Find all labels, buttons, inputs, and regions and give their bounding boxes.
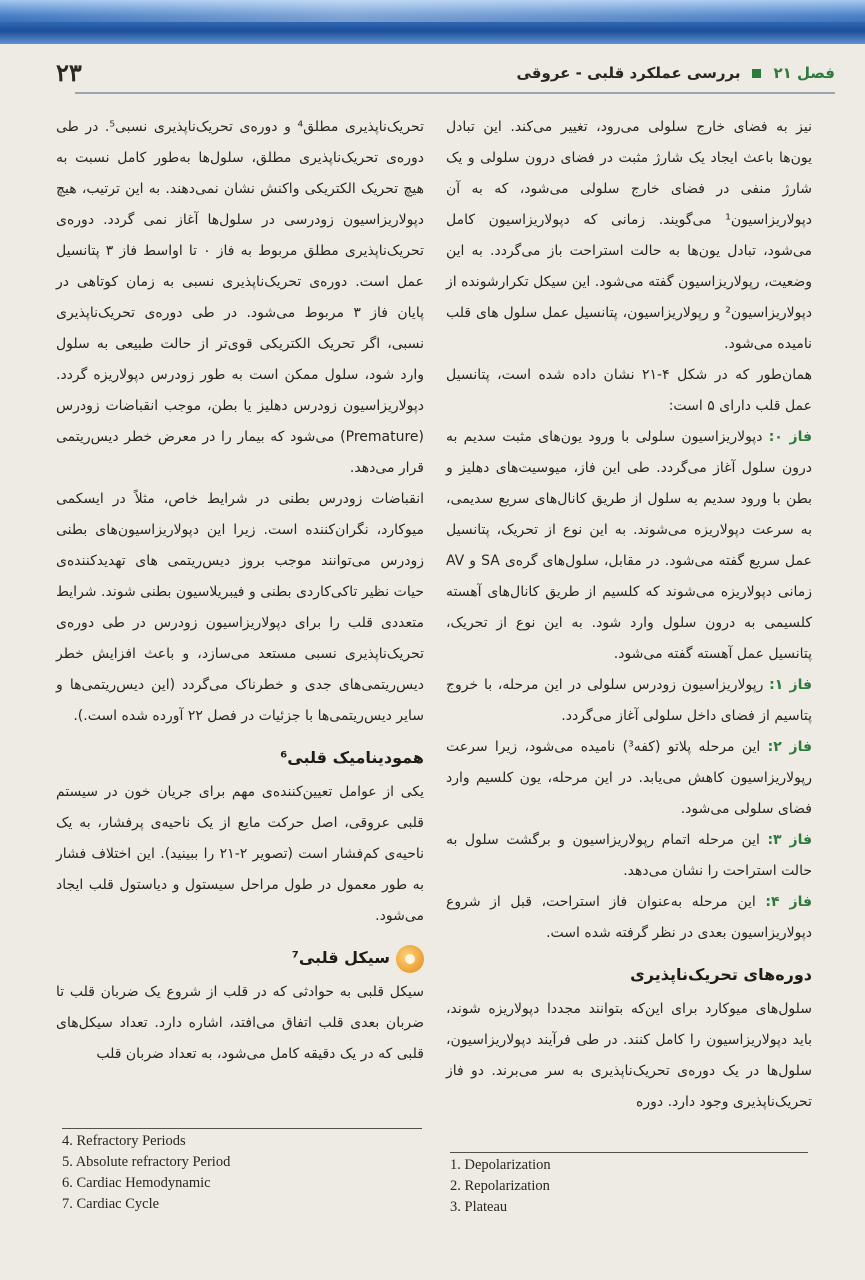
phase-1-paragraph — [446, 670, 812, 732]
running-header — [75, 64, 835, 94]
concept-in-action-icon — [396, 945, 424, 973]
footnotes-left — [62, 1128, 422, 1215]
phase-label: فاز ۲: — [767, 739, 813, 755]
footnote: 6. Cardiac Hemodynamic — [62, 1175, 211, 1191]
chapter-title: بررسی عملکرد قلبی - عروقی — [516, 64, 741, 82]
left-text-column — [56, 112, 424, 1070]
paragraph: انقباضات زودرس بطنی در شرایط خاص، مثلاً در ایسکمی میوکارد، نگران‌کننده است. زیرا این دپولاریزاسیون‌های بطنی زودرس می‌توانند موجب بروز دیس‌ریتمی های تهدیدکننده‌ی حیات نظیر تاکی‌کاردی بطنی و فیبریلاسیون بطنی شوند. شرایط متعددی قلب را برای دپولاریزاسیون زودرس در طی دوره‌ی تحریک‌ناپذیری نسبی مستعد می‌سازد، و باعث افزایش خطر دیس‌ریتمی‌های جدی و خطرناک می‌گردد (این دیس‌ریتمی‌ها و سایر دیس‌ریتمی‌ها با جزئیات در فصل ۲۲ آورده شده است.). — [56, 491, 424, 724]
paragraph: سلول‌های میوکارد برای این‌که بتوانند مجددا دپولاریزه شوند، باید دپولاریزاسیون را کامل کنند. در طی فرآیند دپولاریزاسیون، سلول‌ها در یک دوره‌ی تحریک‌ناپذیری به سر می‌برند. دو فاز تحریک‌ناپذیری وجود دارد. دوره — [446, 1001, 812, 1110]
page-number: ۲۳ — [56, 58, 82, 87]
phase-text: این مرحله پلاتو (کفه³) نامیده می‌شود، زیرا سرعت رپولاریزاسیون کاهش می‌یابد. در این مرحله، یون کلسیم وارد فضای سلولی می‌شود. — [446, 739, 812, 817]
band-gloss — [0, 0, 865, 22]
chapter-label: فصل ۲۱ — [773, 64, 835, 82]
header-square-icon — [752, 69, 761, 78]
paragraph: نیز به فضای خارج سلولی می‌رود، تغییر می‌کند. این تبادل یون‌ها باعث ایجاد یک شارژ مثبت در فضای درون سلولی و یک شارژ منفی در فضای خارج سلولی می‌شود، که به آن دپولاریزاسیون¹ می‌گویند. زمانی که دپولاریزاسیون کامل می‌شود، تبادل یون‌ها به حالت استراحت باز می‌گردد. به این وضعیت، رپولاریزاسیون گفته می‌شود. این سیکل تکرارشونده از دپولاریزاسیون² و رپولاریزاسیون، پتانسیل عمل سلول های قلب نامیده می‌شود. — [446, 119, 812, 352]
phase-label: فاز ۰: — [768, 429, 812, 445]
phase-text: دپولاریزاسیون سلولی با ورود یون‌های مثبت سدیم به درون سلول آغاز می‌گردد. طی این فاز، میوسیت‌های دهلیز و بطن با ورود سدیم به سلول از طریق کانال‌های سریع سدیمی، به سرعت دپولاریزه می‌شوند. به این نوع از تحریک، پتانسیل عمل سریع گفته می‌شود. در مقابل، سلول‌های گره‌ی SA و AV زمانی دپولاریزه می‌شوند که کلسیم از طریق کانال‌های آهسته کلسیمی به درون سلول وارد شود. به این نوع از تحریک، پتانسیل عمل آهسته گفته می‌شود. — [446, 429, 812, 662]
phase-text: رپولاریزاسیون زودرس سلولی در این مرحله، با خروج پتاسیم از فضای داخل سلولی آغاز می‌گردد. — [446, 677, 812, 724]
footnote: 1. Depolarization — [450, 1157, 551, 1173]
footnote: 2. Repolarization — [450, 1178, 550, 1194]
section-heading-with-badge — [56, 942, 424, 973]
phase-2-paragraph — [446, 732, 812, 825]
footnote: 5. Absolute refractory Period — [62, 1154, 231, 1170]
footnote: 7. Cardiac Cycle — [62, 1196, 160, 1212]
top-decorative-band — [0, 0, 865, 44]
footnote: 3. Plateau — [450, 1199, 508, 1215]
section-heading-text: سیکل قلبی⁷ — [291, 948, 390, 967]
paragraph: همان‌طور که در شکل ۴-۲۱ نشان داده شده است، پتانسیل عمل قلب دارای ۵ است: — [446, 367, 812, 414]
paragraph: تحریک‌ناپذیری مطلق⁴ و دوره‌ی تحریک‌ناپذیری نسبی⁵. در طی دوره‌ی تحریک‌ناپذیری مطلق، سلول‌ها به‌طور کامل نسبت به هیچ تحریک الکتریکی واکنش نشان نمی‌دهند. به این ترتیب، هیچ دپولاریزاسیون زودرسی در سلول‌ها آغاز نمی گردد. دوره‌ی تحریک‌ناپذیری مطلق مربوط به فاز ۰ تا اواسط فاز ۳ پتانسیل عمل است. دوره‌ی تحریک‌ناپذیری نسبی به زمان کوتاهی در پایان فاز ۳ مربوط می‌شود. در طی دوره‌ی تحریک‌ناپذیری نسبی، اگر تحریک الکتریکی قوی‌تر از حالت طبیعی به سلول وارد شود، سلول ممکن است به طور زودرس دپولاریزه گردد. دپولاریزاسیون زودرس دهلیز یا بطن، موجب انقباضات زودرس (Premature) می‌شود که بیمار را در معرض خطر دیس‌ریتمی قرار می‌دهد. — [56, 119, 424, 476]
phase-text: این مرحله به‌عنوان فاز استراحت، قبل از شروع دپولاریزاسیون بعدی در نظر گرفته شده است. — [446, 894, 812, 941]
section-heading: همودینامیک قلبی⁶ — [280, 748, 424, 767]
paragraph: یکی از عوامل تعیین‌کننده‌ی مهم برای جریان خون در سیستم قلبی عروقی، اصل حرکت مایع از یک ناحیه‌ی پرفشار، به یک ناحیه‌ی کم‌فشار است (تصویر ۲-۲۱ را ببینید). این اختلاف فشار به طور معمول در طول مراحل سیستول و دیاستول قلب ایجاد می‌شود. — [56, 784, 425, 924]
phase-4-paragraph — [446, 887, 812, 949]
phase-text: این مرحله اتمام رپولاریزاسیون و برگشت سلول به حالت استراحت را نشان می‌دهد. — [446, 832, 812, 879]
phase-label: فاز ۳: — [767, 832, 813, 848]
phase-0-paragraph — [446, 422, 812, 670]
phase-label: فاز ۱: — [769, 677, 812, 693]
phase-3-paragraph — [446, 825, 812, 887]
phase-label: فاز ۴: — [765, 894, 813, 910]
footnotes-right — [450, 1152, 808, 1218]
right-text-column — [446, 112, 812, 1118]
paragraph: سیکل قلبی به حوادثی که در قلب از شروع یک ضربان قلب تا ضربان بعدی قلب اتفاق می‌افتد، اشاره دارد. تعداد سیکل‌های قلبی که در یک دقیقه کامل می‌شود، به تعداد ضربان قلب — [56, 984, 424, 1062]
footnote: 4. Refractory Periods — [62, 1133, 186, 1149]
section-heading: دوره‌های تحریک‌ناپذیری — [630, 965, 812, 984]
